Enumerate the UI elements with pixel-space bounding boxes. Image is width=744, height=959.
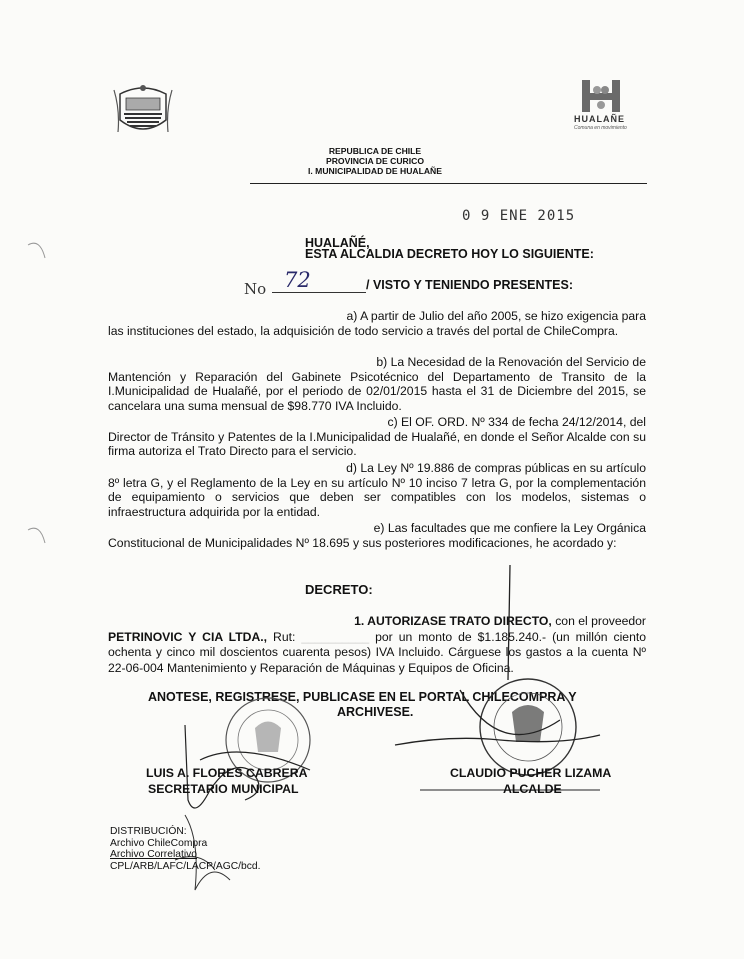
header-line-2: PROVINCIA DE CURICO <box>325 156 425 166</box>
considerando-b <box>108 355 646 413</box>
number-label: No <box>244 280 267 298</box>
decree-number: 72 <box>284 268 311 292</box>
considerando-e <box>108 521 646 550</box>
distribution-heading: DISTRIBUCIÓN: <box>110 826 187 837</box>
header-line-3: I. MUNICIPALIDAD DE HUALAÑE <box>308 166 442 176</box>
point-1-text1: con el proveedor <box>551 614 646 628</box>
distribution-initials: CPL/ARB/LAFC/LACP/AGC/bcd. <box>110 860 261 872</box>
considerando-e-text: Constitucional de Municipalidades Nº 18.695 y sus posteriores modificaciones, he acordado y: <box>108 535 617 550</box>
considerando-a <box>108 309 646 338</box>
document-header <box>250 146 500 176</box>
considerando-a-lead: a) A partir de Julio del año 2005, se hizo exigencia para <box>346 309 646 323</box>
distribution-item: Archivo Correlativo <box>110 849 197 860</box>
rut-redacted: __________ <box>301 629 370 644</box>
rut-label: Rut: <box>267 629 302 644</box>
secretary-name: LUIS A. FLORES CABRERA <box>146 766 308 780</box>
number-underline <box>272 292 366 293</box>
logo-tagline: Comuna en movimiento <box>574 125 627 131</box>
anotese-line: ANOTESE, REGISTRESE, PUBLICASE EN EL PORTAL CHILECOMPRA Y <box>148 690 577 704</box>
mayor-title: ALCALDE <box>503 782 562 796</box>
considerando-b-text: Mantención y Reparación del Gabinete Psicotécnico del Departamento de Transito de la I.Municipalidad de Hualañé, por el periodo de 02/01/2015 hasta el 31 de Diciembre del 2015, se cancelara una suma mensual de $98.770 IVA Incluido. <box>108 369 646 413</box>
header-divider <box>250 183 647 184</box>
considerando-c <box>108 415 646 459</box>
considerando-e-lead: e) Las facultades que me confiere la Ley Orgánica <box>373 521 646 535</box>
visto-heading: / VISTO Y TENIENDO PRESENTES: <box>366 278 573 292</box>
mayor-name: CLAUDIO PUCHER LIZAMA <box>450 766 612 780</box>
point-1 <box>108 614 646 676</box>
considerando-c-text: Director de Tránsito y Patentes de la I.Municipalidad de Hualañé, en donde el Señor Alcalde con su firma autoriza el Trato Directo para el servicio. <box>108 429 646 459</box>
considerando-b-lead: b) La Necesidad de la Renovación del Servicio de <box>376 355 646 369</box>
hualane-logo <box>570 78 630 136</box>
logo-text: HUALAÑE <box>574 114 625 124</box>
municipal-crest-icon <box>112 80 174 138</box>
considerando-a-text: las instituciones del estado, la adquisición de todo servicio a través del portal de ChileCompra. <box>108 323 619 338</box>
decreto-heading: DECRETO: <box>305 582 373 597</box>
secretary-title: SECRETARIO MUNICIPAL <box>148 782 299 796</box>
provider-name: PETRINOVIC Y CIA LTDA., <box>108 629 268 644</box>
considerando-c-lead: c) El OF. ORD. Nº 334 de fecha 24/12/2014, del <box>387 415 646 429</box>
place-name: HUALAÑÉ, <box>305 236 370 250</box>
considerando-d <box>108 461 646 519</box>
considerando-d-lead: d) La Ley Nº 19.886 de compras públicas en su artículo <box>346 461 646 475</box>
archivese-line: ARCHIVESE. <box>337 705 414 719</box>
considerando-d-text: 8º letra G, y el Reglamento de la Ley en su artículo Nº 10 inciso 7 letra G, por la complementación de equipamiento o servicios que deben ser compatibles con los modelos, sistemas o infraestructura adquirida por la entidad. <box>108 475 646 519</box>
point-1-text3: por un monto de $1.185.240.- (un millón ciento ochenta y cinco mil doscientos cuarenta pesos) IVA Incluido. Cárguese los gastos a la cuenta Nº 22-06-004 Mantenimiento y Reparación de Máquinas y Equipos de Oficina. <box>108 629 647 675</box>
header-line-1: REPUBLICA DE CHILE <box>328 146 422 156</box>
distribution-list <box>110 826 261 872</box>
date-stamp: 0 9 ENE 2015 <box>462 208 576 224</box>
intro-heading: ESTA ALCALDIA DECRETO HOY LO SIGUIENTE: <box>305 247 594 261</box>
distribution-item: Archivo ChileCompra <box>110 837 208 849</box>
point-1-lead: 1. AUTORIZASE TRATO DIRECTO, <box>354 614 552 628</box>
